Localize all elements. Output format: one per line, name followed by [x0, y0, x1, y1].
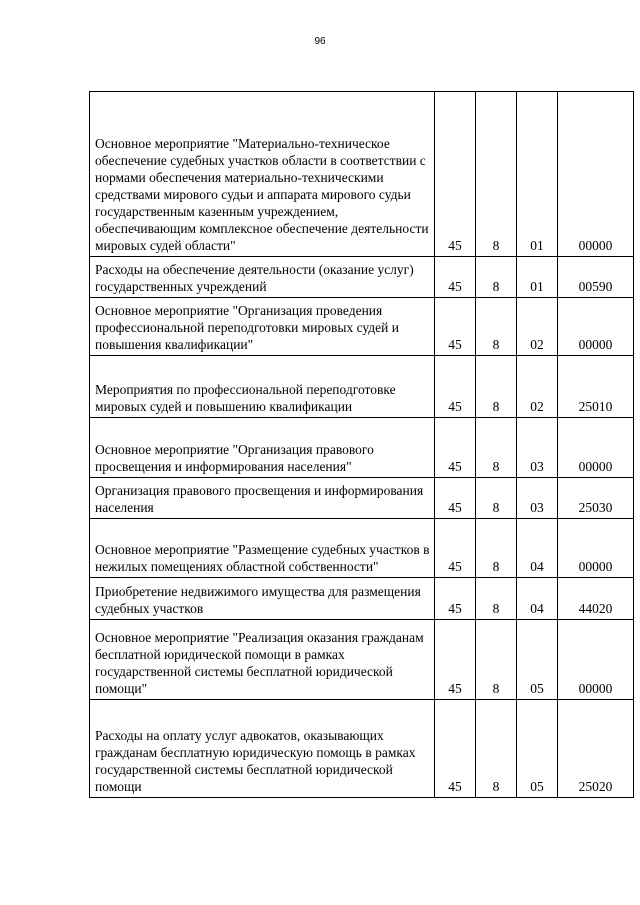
- row-description: Основное мероприятие "Организация правового просвещения и информирования населения": [90, 418, 435, 478]
- row-code-4: 00000: [558, 92, 634, 257]
- row-code-3: 01: [517, 257, 558, 298]
- row-code-4: 00000: [558, 298, 634, 356]
- table-row: [90, 298, 634, 356]
- row-code-3: 02: [517, 298, 558, 356]
- row-code-3: 04: [517, 519, 558, 578]
- table-row: [90, 92, 634, 257]
- row-code-2: 8: [476, 519, 517, 578]
- table-row: [90, 356, 634, 418]
- row-code-1: 45: [435, 92, 476, 257]
- row-code-1: 45: [435, 257, 476, 298]
- row-code-4: 25030: [558, 478, 634, 519]
- row-description: Расходы на оплату услуг адвокатов, оказывающих гражданам бесплатную юридическую помощь в рамках государственной системы бесплатной юридической помощи: [90, 700, 435, 798]
- row-description: Основное мероприятие "Материально-техническое обеспечение судебных участков области в соответствии с нормами обеспечения материально-техническими средствами мирового судьи и аппарата мирового судьи государственным казенным учреждением, обеспечивающим комплексное обеспечение деятельности мировых судей области": [90, 92, 435, 257]
- page-number: 96: [314, 36, 326, 47]
- table-row: [90, 700, 634, 798]
- row-code-4: 00000: [558, 418, 634, 478]
- row-code-1: 45: [435, 418, 476, 478]
- row-code-2: 8: [476, 257, 517, 298]
- row-code-3: 05: [517, 620, 558, 700]
- row-code-3: 03: [517, 478, 558, 519]
- row-code-2: 8: [476, 578, 517, 620]
- row-code-1: 45: [435, 578, 476, 620]
- row-description: Мероприятия по профессиональной переподготовке мировых судей и повышению квалификации: [90, 356, 435, 418]
- table-row: [90, 257, 634, 298]
- table-row: [90, 620, 634, 700]
- row-code-2: 8: [476, 418, 517, 478]
- row-code-1: 45: [435, 356, 476, 418]
- row-code-3: 02: [517, 356, 558, 418]
- row-code-3: 04: [517, 578, 558, 620]
- table-row: [90, 578, 634, 620]
- budget-classification-table: [89, 91, 634, 798]
- row-code-2: 8: [476, 92, 517, 257]
- table-row: [90, 478, 634, 519]
- row-description: Основное мероприятие "Размещение судебных участков в нежилых помещениях областной собственности": [90, 519, 435, 578]
- row-description: Расходы на обеспечение деятельности (оказание услуг) государственных учреждений: [90, 257, 435, 298]
- row-code-2: 8: [476, 620, 517, 700]
- row-code-2: 8: [476, 478, 517, 519]
- row-description: Основное мероприятие "Организация проведения профессиональной переподготовки мировых судей и повышения квалификации": [90, 298, 435, 356]
- row-code-4: 25010: [558, 356, 634, 418]
- row-description: Основное мероприятие "Реализация оказания гражданам бесплатной юридической помощи в рамках государственной системы бесплатной юридической помощи": [90, 620, 435, 700]
- row-code-2: 8: [476, 356, 517, 418]
- row-code-1: 45: [435, 519, 476, 578]
- row-code-4: 00000: [558, 620, 634, 700]
- row-code-1: 45: [435, 700, 476, 798]
- row-description: Приобретение недвижимого имущества для размещения судебных участков: [90, 578, 435, 620]
- row-code-3: 01: [517, 92, 558, 257]
- row-code-1: 45: [435, 620, 476, 700]
- row-code-4: 00590: [558, 257, 634, 298]
- row-code-4: 00000: [558, 519, 634, 578]
- row-description: Организация правового просвещения и информирования населения: [90, 478, 435, 519]
- row-code-3: 03: [517, 418, 558, 478]
- row-code-2: 8: [476, 700, 517, 798]
- row-code-1: 45: [435, 478, 476, 519]
- row-code-1: 45: [435, 298, 476, 356]
- row-code-2: 8: [476, 298, 517, 356]
- row-code-3: 05: [517, 700, 558, 798]
- table-row: [90, 519, 634, 578]
- row-code-4: 25020: [558, 700, 634, 798]
- table-row: [90, 418, 634, 478]
- row-code-4: 44020: [558, 578, 634, 620]
